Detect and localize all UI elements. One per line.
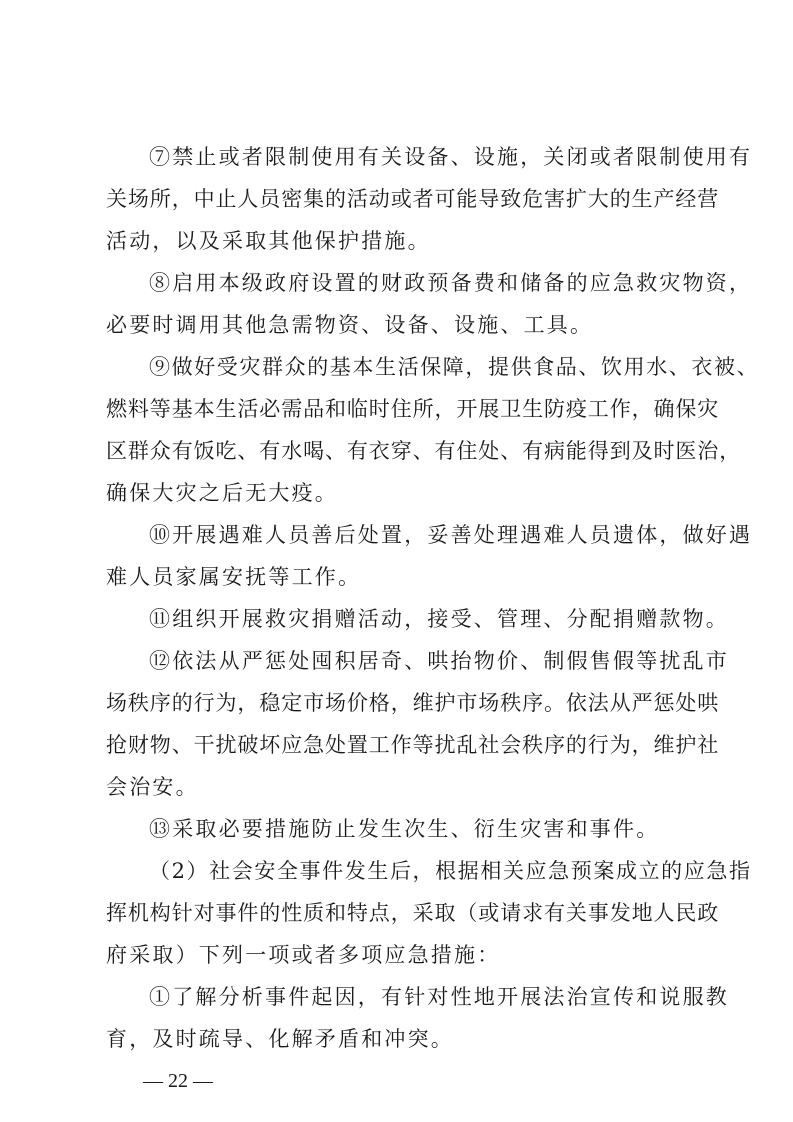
- paragraph-9-line-1: ⑨做好受灾群众的基本生活保障，提供食品、饮用水、衣被、: [149, 355, 760, 379]
- section-2-line-3: 府采取）下列一项或者多项应急措施：: [106, 943, 501, 967]
- paragraph-12-line-2: 场秩序的行为，稳定市场价格，维护市场秩序。依法从严惩处哄: [106, 691, 720, 715]
- paragraph-12-line-4: 会治安。: [106, 775, 199, 799]
- paragraph-7-line-2: 关场所，中止人员密集的活动或者可能导致危害扩大的生产经营: [106, 187, 720, 211]
- paragraph-9-line-4: 确保大灾之后无大疫。: [106, 481, 338, 505]
- paragraph-10-line-1: ⑩开展遇难人员善后处置，妥善处理遇难人员遗体，做好遇: [149, 523, 753, 547]
- paragraph-7-line-3: 活动，以及采取其他保护措施。: [106, 229, 431, 253]
- paragraph-11-line-1: ⑪组织开展救灾捐赠活动，接受、管理、分配捐赠款物。: [149, 607, 729, 631]
- paragraph-8-line-1: ⑧启用本级政府设置的财政预备费和储备的应急救灾物资，: [149, 271, 753, 295]
- paragraph-9-line-3: 区群众有饭吃、有水喝、有衣穿、有住处、有病能得到及时医治，: [106, 439, 742, 463]
- paragraph-8-line-2: 必要时调用其他急需物资、设备、设施、工具。: [106, 313, 594, 337]
- section-2-item-1-line-1: ①了解分析事件起因，有针对性地开展法治宣传和说服教: [149, 985, 729, 1009]
- page-number: — 22 —: [143, 1070, 213, 1092]
- paragraph-9-line-2: 燃料等基本生活必需品和临时住所，开展卫生防疫工作，确保灾: [106, 397, 720, 421]
- paragraph-12-line-1: ⑫依法从严惩处囤积居奇、哄抬物价、制假售假等扰乱市: [149, 649, 729, 673]
- section-2-line-1: （2）社会安全事件发生后，根据相关应急预案成立的应急指: [149, 859, 752, 883]
- paragraph-13-line-1: ⑬采取必要措施防止发生次生、衍生灾害和事件。: [149, 817, 660, 841]
- paragraph-7-line-1: ⑦禁止或者限制使用有关设备、设施，关闭或者限制使用有: [149, 145, 753, 169]
- paragraph-10-line-2: 难人员家属安抚等工作。: [106, 565, 362, 589]
- section-2-line-2: 挥机构针对事件的性质和特点，采取（或请求有关事发地人民政: [106, 901, 720, 925]
- section-2-item-1-line-2: 育，及时疏导、化解矛盾和冲突。: [106, 1027, 454, 1051]
- paragraph-12-line-3: 抢财物、干扰破坏应急处置工作等扰乱社会秩序的行为，维护社: [106, 733, 720, 757]
